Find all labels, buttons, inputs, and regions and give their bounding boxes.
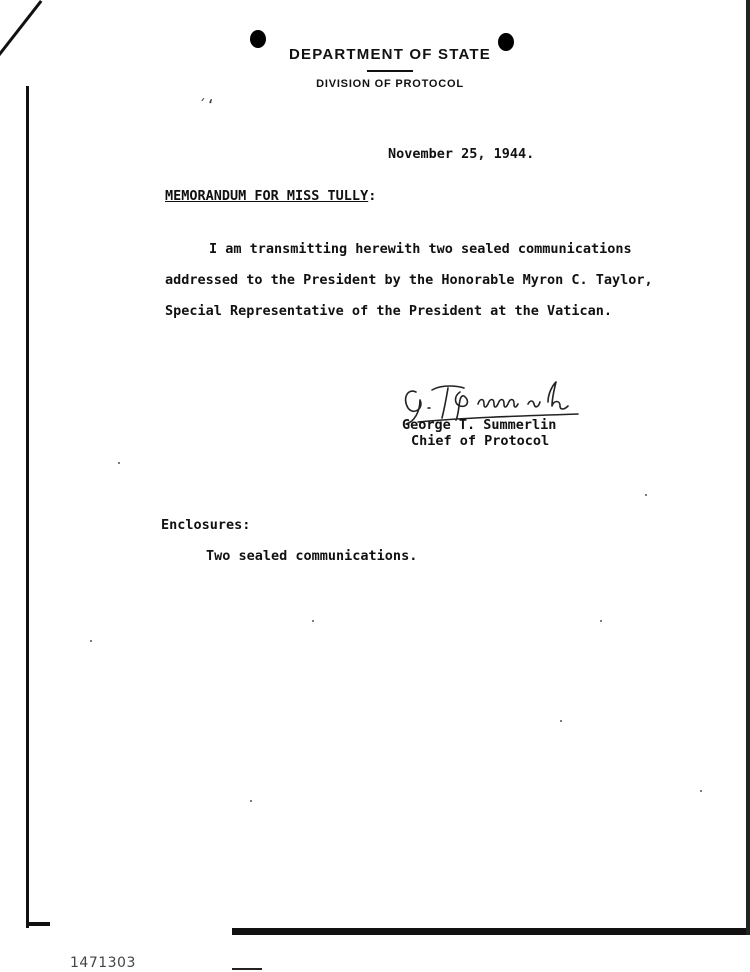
speck — [600, 620, 602, 622]
bottom-dash-mark — [232, 968, 262, 970]
memo-body: I am transmitting herewith two sealed communications addressed to the President by the Honorable Myron C. Taylor, Special Representative of the President at the Vatican. — [165, 241, 653, 319]
memo-heading — [165, 188, 376, 204]
enclosures-label: Enclosures: — [161, 517, 251, 533]
signer-title: Chief of Protocol — [411, 433, 550, 449]
speck — [700, 790, 702, 792]
speck — [118, 462, 120, 464]
memo-heading-text: MEMORANDUM FOR MISS TULLY — [165, 188, 369, 204]
page-bottom-left-edge — [26, 922, 50, 926]
speck — [560, 720, 562, 722]
enclosure-item: Two sealed communications. — [206, 548, 418, 564]
speck — [312, 620, 314, 622]
division-name: DIVISION OF PROTOCOL — [316, 78, 464, 90]
memo-heading-colon: : — [368, 188, 377, 204]
stray-mark: ´‘ — [198, 98, 215, 114]
page-right-edge — [746, 0, 750, 935]
speck — [90, 640, 92, 642]
page-bottom-edge — [232, 928, 750, 935]
speck — [250, 800, 252, 802]
document-page — [8, 10, 750, 925]
letterhead-rule — [367, 70, 413, 72]
department-name: DEPARTMENT OF STATE — [289, 46, 491, 63]
page-left-edge — [26, 86, 29, 928]
signer-name: George T. Summerlin — [402, 417, 557, 433]
speck — [645, 494, 647, 496]
letterhead — [240, 46, 540, 90]
memo-date: November 25, 1944. — [388, 146, 535, 162]
archive-number: 1471303 — [70, 955, 136, 971]
